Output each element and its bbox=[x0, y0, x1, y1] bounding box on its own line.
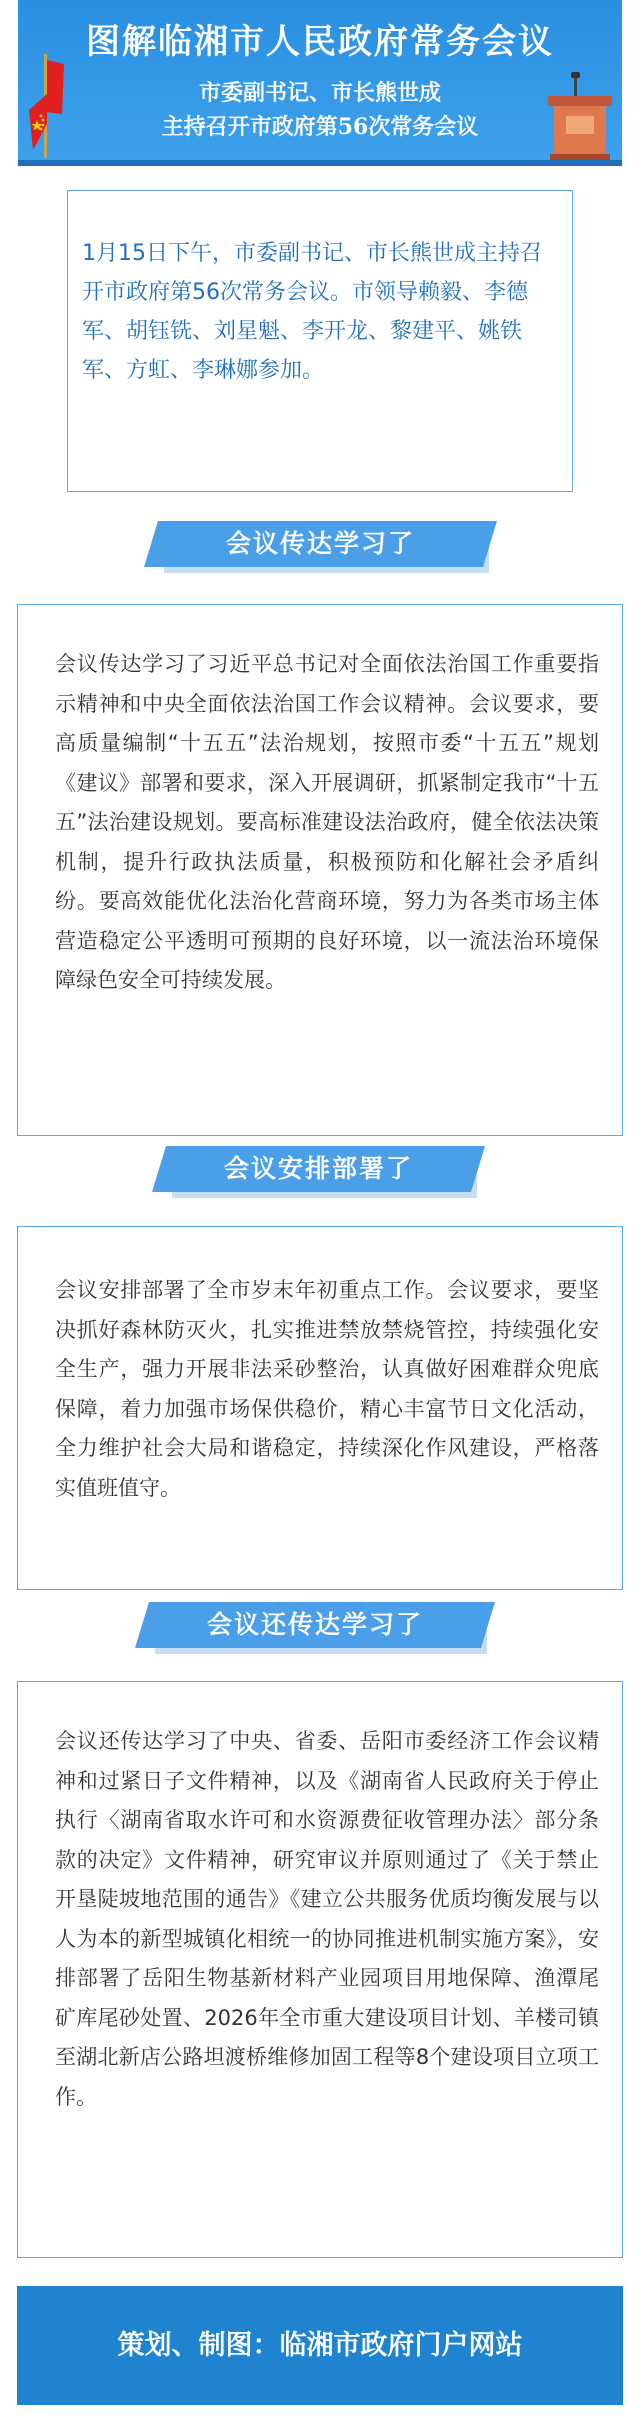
header-subtitle-line2: 主持召开市政府第56次常务会议 bbox=[161, 114, 479, 140]
page-title: 图解临湘市人民政府常务会议 bbox=[86, 22, 554, 62]
intro-box bbox=[67, 190, 573, 492]
section-text-1: 会议传达学习了习近平总书记对全面依法治国工作重要指示精神和中央全面依法治国工作会议精神。会议要求，要高质量编制“十五五”法治规划，按照市委“十五五”规划《建议》部署和要求，深入开展调研，抓紧制定我市“十五五”法治建设规划。要高标准建设法治政府，健全依法决策机制，提升行政执法质量，积极预防和化解社会矛盾纠纷。要高效能优化法治化营商环境，努力为各类市场主体营造稳定公平透明可预期的良好环境，以一流法治环境保障绿色安全可持续发展。 bbox=[55, 652, 599, 992]
section-box-3 bbox=[17, 1681, 623, 2258]
section-text-2: 会议安排部署了全市岁末年初重点工作。会议要求，要坚决抓好森林防灭火，扎实推进禁放禁烧管控，持续强化安全生产，强力开展非法采砂整治，认真做好困难群众兜底保障，着力加强市场保供稳价，精心丰富节日文化活动，全力维护社会大局和谐稳定，持续深化作风建设，严格落实值班值守。 bbox=[55, 1278, 599, 1500]
section-title-2: 会议安排部署了 bbox=[166, 1146, 471, 1192]
footer-credit: 策划、制图：临湘市政府门户网站 bbox=[117, 2330, 523, 2361]
intro-text: 1月15日下午，市委副书记、市长熊世成主持召开市政府第56次常务会议。市领导赖毅、李德军、胡钰铣、刘星魁、李开龙、黎建平、姚铁军、方虹、李琳娜参加。 bbox=[82, 241, 542, 383]
section-title-3: 会议还传达学习了 bbox=[149, 1602, 481, 1648]
section-title-1: 会议传达学习了 bbox=[158, 521, 483, 567]
national-flag-icon bbox=[26, 54, 66, 158]
section-text-3: 会议还传达学习了中央、省委、岳阳市委经济工作会议精神和过紧日子文件精神，以及《湖南省人民政府关于停止执行〈湖南省取水许可和水资源费征收管理办法〉部分条款的决定》文件精神，研究审议并原则通过了《关于禁止开垦陡坡地范围的通告》《建立公共服务优质均衡发展与以人为本的新型城镇化相统一的协同推进机制实施方案》，安排部署了岳阳生物基新材料产业园项目用地保障、渔潭尾矿库尾砂处置、2026年全市重大建设项目计划、羊楼司镇至湖北新店公路坦渡桥维修加固工程等8个建设项目立项工作。 bbox=[55, 1729, 599, 2109]
header-banner bbox=[18, 0, 622, 166]
header-subtitle-line1: 市委副书记、市长熊世成 bbox=[198, 80, 441, 106]
footer-banner bbox=[17, 2286, 623, 2405]
lectern-icon bbox=[544, 72, 616, 160]
section-box-1 bbox=[17, 604, 623, 1136]
section-box-2 bbox=[17, 1226, 623, 1590]
